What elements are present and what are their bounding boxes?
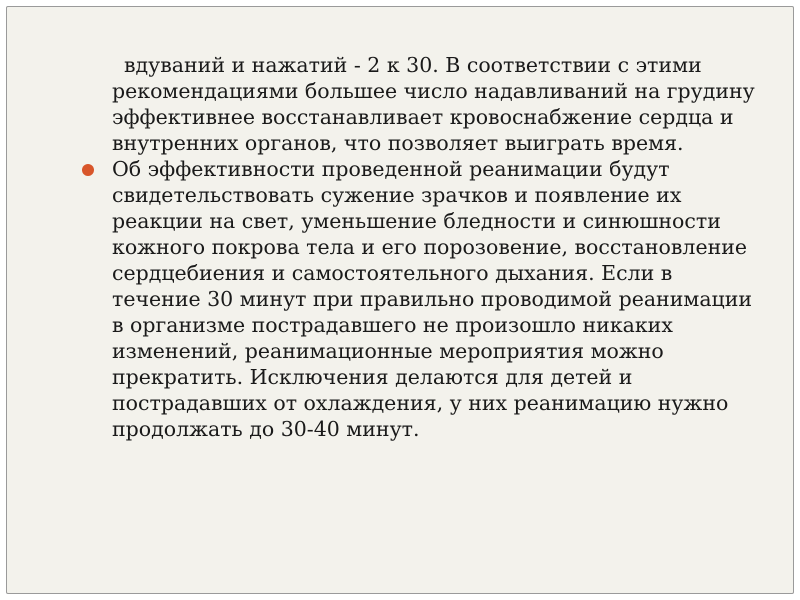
bullet-dot-icon (82, 164, 94, 176)
paragraph-bulleted (80, 156, 760, 442)
paragraph-bulleted-text: Об эффективности проведенной реанимации будут свидетельствовать сужение зрачков и появление их реакции на свет, уменьшение бледности и синюшности кожного покрова тела и его порозовение, восстановление сердцебиения и самостоятельного дыхания. Если в течение 30 минут при правильно проводимой реанимации в организме пострадавшего не произошло никаких изменений, реанимационные мероприятия можно прекратить. Исключения делаются для детей и пострадавших от охлаждения, у них реанимацию нужно продолжать до 30-40 минут. (112, 157, 753, 441)
slide-content (80, 52, 760, 442)
paragraph-continuation: вдуваний и нажатий - 2 к 30. В соответствии с этими рекомендациями большее число надавливаний на грудину эффективнее восстанавливает кровоснабжение сердца и внутренних органов, что позволяет выиграть время. (112, 53, 755, 155)
